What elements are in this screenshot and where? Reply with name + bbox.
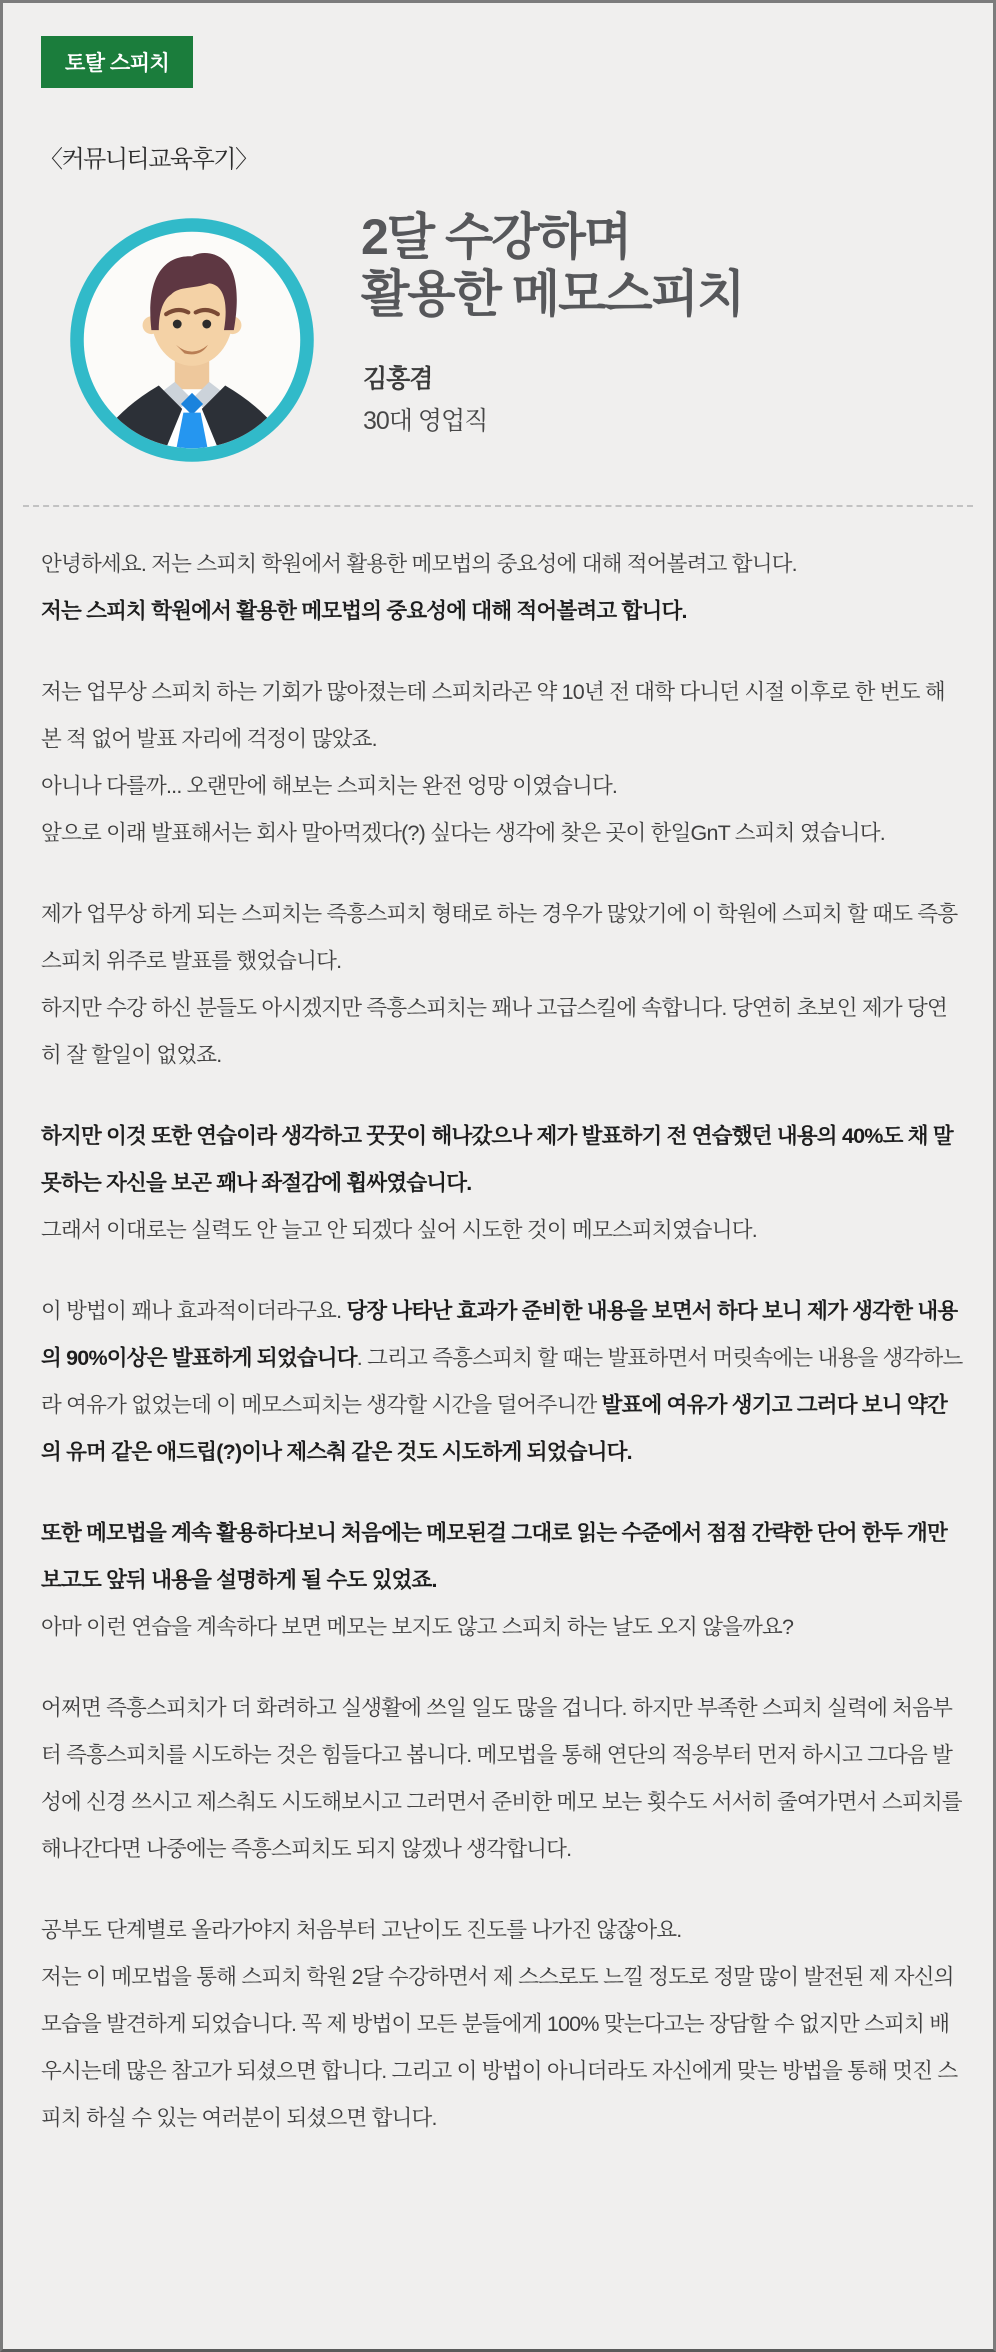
paragraph-line <box>41 1954 963 2142</box>
text-run: 그래서 이대로는 실력도 안 늘고 안 되겠다 싶어 시도한 것이 메모스피치였습니다. <box>41 1218 757 1242</box>
text-run: 제가 업무상 하게 되는 스피치는 즉흥스피치 형태로 하는 경우가 많았기에 이 학원에 스피치 할 때도 즉흥스피치 위주로 발표를 했었습니다. <box>41 902 958 973</box>
text-run: . 그리고 즉흥스피치 할 때는 발표하면서 머릿속에는 내용을 생각하느라 여유가 없었는데 이 메모스피치는 생각할 시간을 덜어주니깐 <box>41 1346 963 1417</box>
text-run: 앞으로 이래 발표해서는 회사 말아먹겠다(?) 싶다는 생각에 찾은 곳이 한일GnT 스피치 였습니다. <box>41 821 885 845</box>
paragraph <box>41 1510 963 1651</box>
text-run: 아마 이런 연습을 계속하다 보면 메모는 보지도 않고 스피치 하는 날도 오지 않을까요? <box>41 1615 794 1639</box>
paragraph-line <box>41 1510 963 1604</box>
text-run: 저는 이 메모법을 통해 스피치 학원 2달 수강하면서 제 스스로도 느낄 정도로 정말 많이 발전된 제 자신의 모습을 발견하게 되었습니다. 꼭 제 방법이 모든 분들에게 100% 맞는다고는 장담할 수 없지만 스피치 배우시는데 많은 참고가 되셨으면 합니다. 그리고 이 방법이 아니더라도 자신에게 맞는 방법을 통해 멋진 스피치 하실 수 있는 여러분이 되셨으면 합니다. <box>41 1965 958 2130</box>
paragraph-line <box>41 810 963 857</box>
dashed-divider <box>23 505 973 507</box>
paragraph-line <box>41 1604 963 1651</box>
paragraph <box>41 1685 963 1873</box>
paragraph-line <box>41 1113 963 1207</box>
post-title-line1: 2달 수강하며 <box>361 209 631 265</box>
man-in-suit-avatar-icon <box>69 217 315 463</box>
paragraph-line <box>41 1907 963 1954</box>
text-run: 이 방법이 꽤나 효과적이더라구요. <box>41 1299 347 1323</box>
bold-text-run: 또한 메모법을 계속 활용하다보니 처음에는 메모된걸 그대로 읽는 수준에서 점점 간략한 단어 한두 개만 보고도 앞뒤 내용을 설명하게 될 수도 있었죠. <box>41 1521 947 1592</box>
paragraph-line <box>41 541 963 588</box>
brand-badge: 토탈 스피치 <box>41 36 193 88</box>
text-run: 안녕하세요. 저는 스피치 학원에서 활용한 메모법의 중요성에 대해 적어볼려고 합니다. <box>41 552 797 576</box>
paragraph-line <box>41 588 963 635</box>
paragraph-line <box>41 1207 963 1254</box>
paragraph-line <box>41 763 963 810</box>
bold-text-run: 당장 나타난 효과가 준비한 내용을 보면서 하다 보니 제가 생각한 내용의 90%이상은 발표하게 되었습니다 <box>41 1299 958 1370</box>
paragraph-line <box>41 1685 963 1873</box>
text-run: 아니나 다를까... 오랜만에 해보는 스피치는 완전 엉망 이였습니다. <box>41 774 618 798</box>
bold-text-run: 발표에 여유가 생기고 그러다 보니 약간의 유머 같은 애드립(?)이나 제스춰 같은 것도 시도하게 되었습니다. <box>41 1393 947 1464</box>
bold-text-run: 저는 스피치 학원에서 활용한 메모법의 중요성에 대해 적어볼려고 합니다. <box>41 599 687 623</box>
text-run: 어쩌면 즉흥스피치가 더 화려하고 실생활에 쓰일 일도 많을 겁니다. 하지만 부족한 스피치 실력에 처음부터 즉흥스피치를 시도하는 것은 힘들다고 봅니다. 메모법을 통해 연단의 적응부터 먼저 하시고 그다음 발성에 신경 쓰시고 제스춰도 시도해보시고 그러면서 준비한 메모 보는 횟수도 서서히 줄여가면서 스피치를 해나간다면 나중에는 즉흥스피치도 되지 않겠나 생각합니다. <box>41 1696 962 1861</box>
category-label: 〈커뮤니티교육후기〉 <box>39 146 258 173</box>
author-avatar <box>69 217 315 463</box>
paragraph <box>41 1113 963 1254</box>
paragraph-line <box>41 985 963 1079</box>
bold-text-run: 하지만 이것 또한 연습이라 생각하고 꿋꿋이 해나갔으나 제가 발표하기 전 연습했던 내용의 40%도 채 말 못하는 자신을 보곤 꽤나 좌절감에 휩싸였습니다. <box>41 1124 953 1195</box>
paragraph-line <box>41 669 963 763</box>
paragraph <box>41 1907 963 2142</box>
post-title <box>361 209 743 323</box>
article-body <box>41 541 963 2176</box>
text-run: 저는 업무상 스피치 하는 기회가 많아졌는데 스피치라곤 약 10년 전 대학 다니던 시절 이후로 한 번도 해본 적 없어 발표 자리에 걱정이 많았죠. <box>41 680 945 751</box>
paragraph <box>41 891 963 1079</box>
author-role: 30대 영업직 <box>363 407 488 435</box>
text-run: 공부도 단계별로 올라가야지 처음부터 고난이도 진도를 나가진 않잖아요. <box>41 1918 682 1942</box>
author-name: 김홍겸 <box>363 365 433 393</box>
paragraph <box>41 669 963 857</box>
post-title-line2: 활용한 메모스피치 <box>361 266 744 322</box>
text-run: 하지만 수강 하신 분들도 아시겠지만 즉흥스피치는 꽤나 고급스킬에 속합니다. 당연히 초보인 제가 당연히 잘 할일이 없었죠. <box>41 996 947 1067</box>
paragraph-line <box>41 891 963 985</box>
paragraph <box>41 1288 963 1476</box>
paragraph <box>41 541 963 635</box>
paragraph-line <box>41 1288 963 1476</box>
